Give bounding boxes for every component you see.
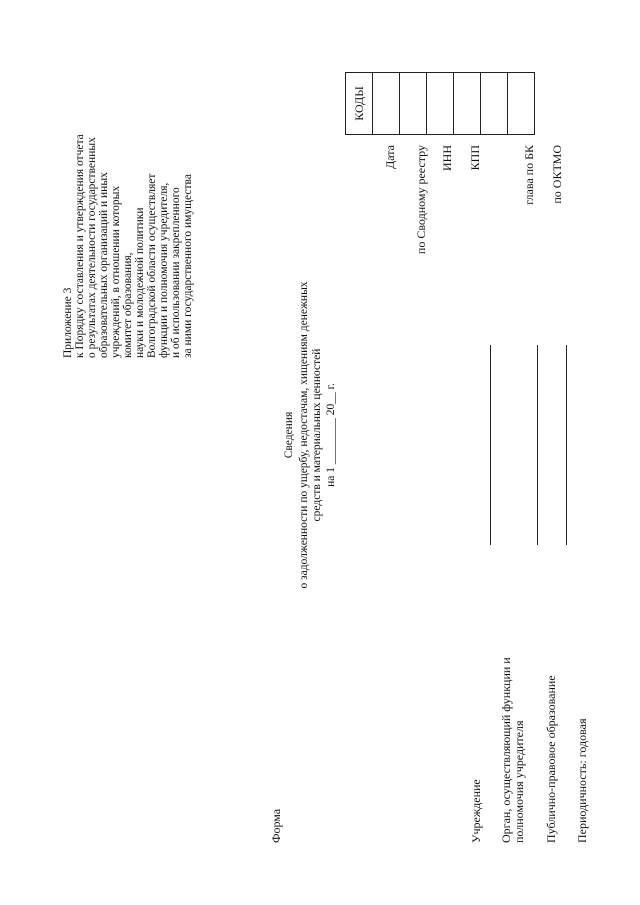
appendix-line: функции и полномочия учредителя, xyxy=(158,182,170,358)
appendix-line: о результатах деятельности государственных xyxy=(86,137,98,358)
code-cell-registry[interactable] xyxy=(400,73,427,135)
field-founder-line xyxy=(537,345,538,545)
doc-title-line1: о задолженности по ущербу, недостачам, хищениям денежных xyxy=(298,281,310,589)
doc-date-line: на 1 ________ 20__ г. xyxy=(325,383,337,487)
code-cell-date[interactable] xyxy=(373,73,400,135)
field-public-entity-line xyxy=(566,345,567,545)
code-label-inn: ИНН xyxy=(440,145,454,171)
field-founder-label-2: полномочия учредителя xyxy=(512,720,526,843)
appendix-line: науки и молодежной политики xyxy=(134,207,146,358)
appendix-line: Волгоградской области осуществляет xyxy=(146,173,158,358)
appendix-line: за ними государственного имущества xyxy=(182,174,194,358)
field-public-entity-label: Публично-правовое образование xyxy=(544,675,558,843)
field-institution-label: Учреждение xyxy=(469,779,483,843)
appendix-line: и об использовании закрепленного xyxy=(170,187,182,358)
code-cell-inn[interactable] xyxy=(427,73,454,135)
codes-header: КОДЫ xyxy=(346,73,373,135)
field-founder-label-1: Орган, осуществляющий функции и xyxy=(499,657,513,843)
appendix-line: учреждений, в отношении которых xyxy=(110,185,122,358)
codes-table xyxy=(345,72,535,135)
code-cell-kpp[interactable] xyxy=(454,73,481,135)
doc-title-line2: средств и материальных ценностей xyxy=(311,348,323,522)
field-periodicity-label: Периодичность: годовая xyxy=(575,718,589,843)
appendix-line: образовательных организаций и иных xyxy=(98,172,110,358)
form-label: Форма xyxy=(269,808,283,843)
appendix-block xyxy=(62,18,194,358)
appendix-line: комитет образования, xyxy=(122,252,134,358)
code-label-registry: по Сводному реестру xyxy=(414,145,428,255)
code-label-date: Дата xyxy=(383,145,397,169)
code-label-bk: глава по БК xyxy=(522,145,536,205)
field-institution-line xyxy=(490,345,491,545)
code-cell-oktmo[interactable] xyxy=(508,73,535,135)
code-cell-bk[interactable] xyxy=(481,73,508,135)
appendix-line: Приложение 3 xyxy=(62,287,74,358)
code-label-kpp: КПП xyxy=(468,145,482,171)
appendix-line: к Порядку составления и утверждения отчета xyxy=(74,134,86,358)
code-label-oktmo: по ОКТМО xyxy=(550,145,564,204)
doc-heading: Сведения xyxy=(283,411,295,459)
